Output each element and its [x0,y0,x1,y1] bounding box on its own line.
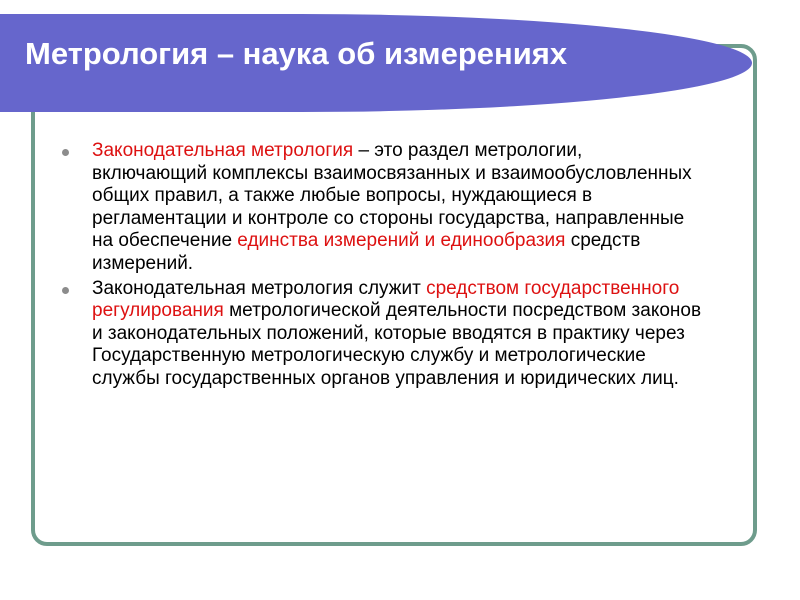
highlighted-term: средством государственного регулирования [92,277,680,322]
bullet-text-1 [92,140,692,274]
text-segment: средств измерений. [92,230,641,274]
bullet-icon [62,149,69,156]
text-segment: Законодательная метрология служит [92,277,427,299]
bullet-text-2 [92,278,701,389]
highlighted-term: Законодательная метрология [92,140,354,161]
slide-title: Метрология – наука об измерениях [25,36,568,71]
text-segment: метрологической деятельности посредством законов и законодательных положений, которые вводятся в практику через Государственную метрологическую службу и метрологические службы государственных органов управления и юридических лиц. [92,300,702,389]
bullet-list [62,140,702,393]
highlighted-term: единства измерений и единообразия [237,230,566,252]
bullet-icon [62,287,69,294]
bullet-item-2 [62,278,702,391]
bullet-item-1 [62,140,702,276]
text-segment: – это раздел метрологии, включающий комплексы взаимосвязанных и взаимообусловленных общих правил, а также любые вопросы, нуждающиеся в регламентации и контроле со стороны государства, направленные на обеспечение [92,140,692,252]
